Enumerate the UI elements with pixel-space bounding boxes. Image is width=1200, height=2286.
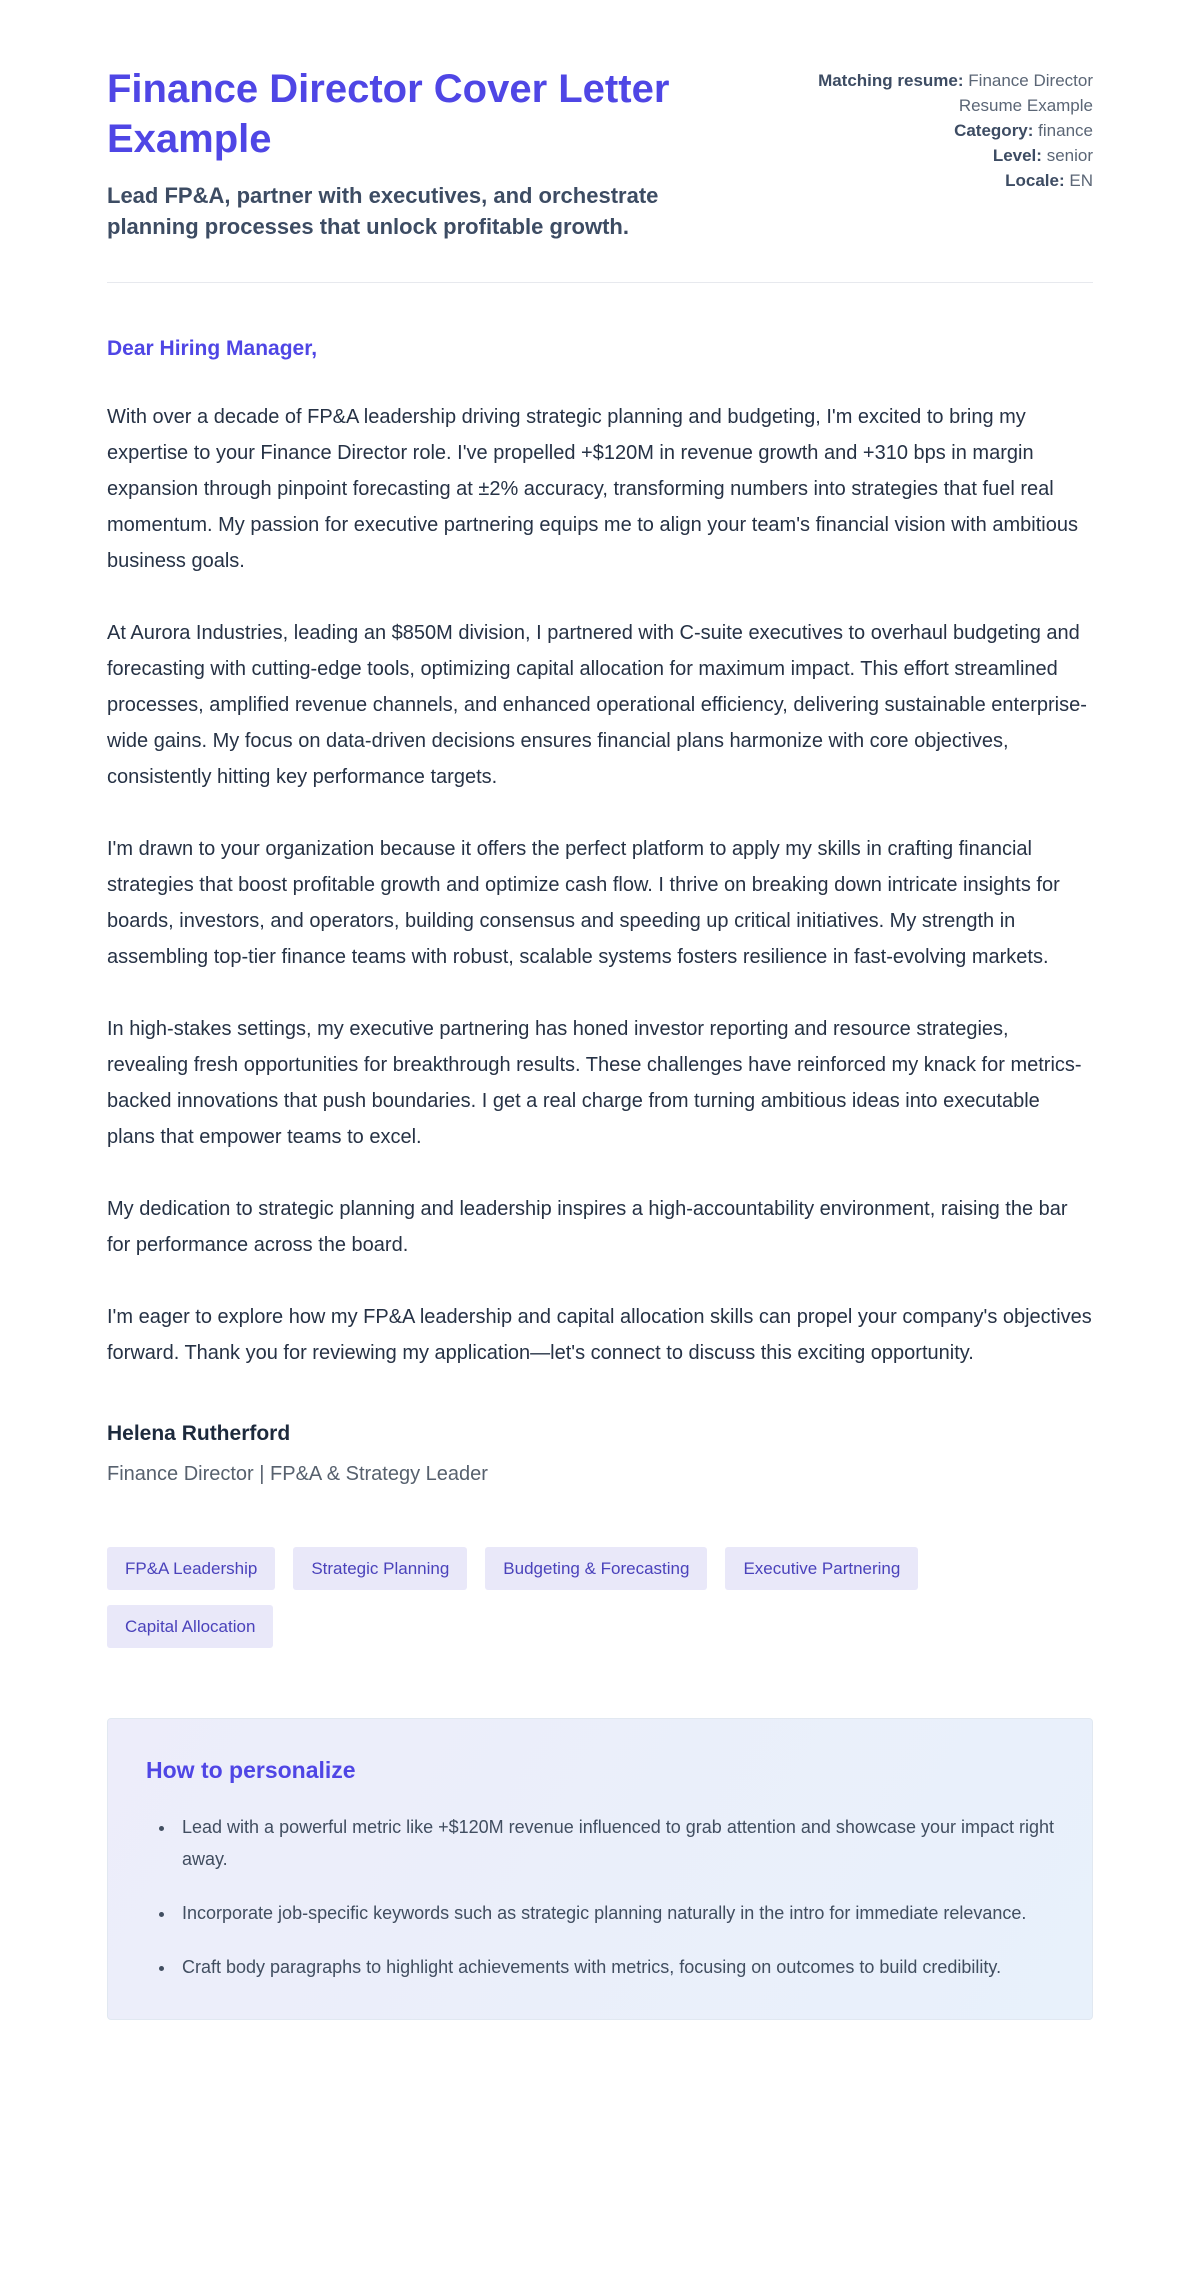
meta-matching-resume — [775, 68, 1093, 118]
resume-meta-block — [775, 64, 1093, 193]
letter-paragraph: With over a decade of FP&A leadership driving strategic planning and budgeting, I'm excited to bring my expertise to your Finance Director role. I've propelled +$120M in revenue growth and +310 bps in margin expansion through pinpoint forecasting at ±2% accuracy, transforming numbers into strategies that fuel real momentum. My passion for executive partnering equips me to align your team's financial vision with ambitious business goals. — [107, 406, 1078, 572]
letter-paragraph: I'm eager to explore how my FP&A leadership and capital allocation skills can propel your company's objectives forward. Thank you for reviewing my application—let's connect to discuss this exciting opportunity. — [107, 1306, 1092, 1364]
page-title: Finance Director Cover Letter Example — [107, 67, 670, 161]
meta-category-label: Category: — [954, 121, 1034, 140]
signature-role: Finance Director | FP&A & Strategy Leader — [107, 1463, 488, 1485]
meta-locale-label: Locale: — [1005, 171, 1065, 190]
header-divider — [107, 282, 1093, 283]
meta-category — [775, 118, 1093, 143]
skill-tag: FP&A Leadership — [107, 1547, 275, 1590]
meta-level-value: senior — [1046, 146, 1093, 165]
meta-matching-resume-label: Matching resume: — [818, 71, 964, 90]
letter-paragraph: At Aurora Industries, leading an $850M division, I partnered with C-suite executives to overhaul budgeting and forecasting with cutting-edge tools, optimizing capital allocation for maximum impact. This effort streamlined processes, amplified revenue channels, and enhanced operational efficiency, delivering sustainable enterprise-wide gains. My focus on data-driven decisions ensures financial plans harmonize with core objectives, consistently hitting key performance targets. — [107, 622, 1087, 788]
skill-tag: Executive Partnering — [725, 1547, 918, 1590]
personalize-tip: • Craft body paragraphs to highlight achievements with metrics, focusing on outcomes to build credibility. — [176, 1951, 1054, 1983]
page-subtitle: Lead FP&A, partner with executives, and orchestrate planning processes that unlock profitable growth. — [107, 183, 659, 239]
letter-paragraph: I'm drawn to your organization because it offers the perfect platform to apply my skills in crafting financial strategies that boost profitable growth and optimize cash flow. I thrive on breaking down intricate insights for boards, investors, and operators, building consensus and speeding up critical initiatives. My strength in assembling top-tier finance teams with robust, scalable systems fosters resilience in fast-evolving markets. — [107, 838, 1060, 968]
header-title-block — [107, 64, 737, 242]
meta-locale-value: EN — [1069, 171, 1093, 190]
signature-name: Helena Rutherford — [107, 1422, 291, 1445]
letter-paragraph: My dedication to strategic planning and leadership inspires a high-accountability environment, raising the bar for performance across the board. — [107, 1198, 1068, 1256]
skill-tag: Strategic Planning — [293, 1547, 467, 1590]
personalize-tip: • Incorporate job-specific keywords such as strategic planning naturally in the intro for immediate relevance. — [176, 1897, 1054, 1929]
meta-matching-resume-value: Finance Director Resume Example — [958, 71, 1093, 115]
skill-tags — [107, 1547, 1093, 1648]
meta-locale — [775, 168, 1093, 193]
personalize-heading: How to personalize — [146, 1757, 356, 1783]
meta-level-label: Level: — [992, 146, 1042, 165]
meta-level — [775, 143, 1093, 168]
meta-category-value: finance — [1038, 121, 1093, 140]
how-to-personalize-box — [107, 1718, 1093, 2020]
letter-paragraph: In high-stakes settings, my executive partnering has honed investor reporting and resource strategies, revealing fresh opportunities for breakthrough results. These challenges have reinforced my knack for metrics-backed innovations that push boundaries. I get a real charge from turning ambitious ideas into executable plans that empower teams to excel. — [107, 1018, 1082, 1148]
letter-greeting: Dear Hiring Manager, — [107, 337, 318, 360]
page-header — [107, 64, 1093, 242]
skill-tag: Capital Allocation — [107, 1605, 273, 1648]
skill-tag: Budgeting & Forecasting — [485, 1547, 707, 1590]
cover-letter-page — [107, 0, 1093, 2086]
personalize-tip: • Lead with a powerful metric like +$120M revenue influenced to grab attention and showcase your impact right away. — [176, 1811, 1054, 1875]
personalize-list — [146, 1811, 1054, 1983]
